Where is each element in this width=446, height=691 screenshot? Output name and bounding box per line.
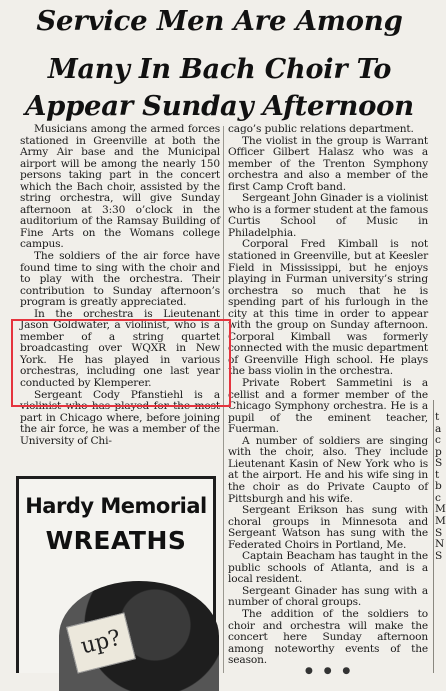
- column-fragment: a: [435, 422, 442, 435]
- article-paragraph: A number of soldiers are singing with the choir, also. They include Lieutenant Kasin of New York who is at the airport. He and his wife sing in the choir as do Private Caupto of Pittsburgh and his wife.: [228, 434, 428, 505]
- ad-subtitle: WREATHS: [45, 526, 187, 555]
- column-fragment: M: [435, 503, 446, 516]
- article-paragraph: Captain Beacham has taught in the public schools of Atlanta, and is a local resident.: [228, 550, 428, 586]
- column-fragment: t: [435, 468, 440, 481]
- hardy-memorial-ad: [16, 476, 216, 673]
- ad-sign: up?: [66, 612, 136, 673]
- article-paragraph: Musicians among the armed forces stationed in Greenville at both the Army Air base and the Municipal airport will be among the nearly 150 persons taking part in the concert which the Bach choir, assisted by the string orchestra, will give Sunday afternoon at 3:30 o’clock in the auditorium of the Ramsay Building of Fine Arts on the Womans college campus.: [20, 123, 220, 251]
- column-fragment: c: [435, 434, 441, 447]
- article-paragraph: Sergeant John Ginader is a violinist who is a former student at the famous Curtis School of Music in Philadelphia.: [228, 192, 428, 239]
- headline-line-3: Appear Sunday Afternoon: [25, 90, 414, 122]
- end-mark: ● ● ●: [305, 666, 355, 676]
- article-paragraph: Corporal Fred Kimball is not stationed in Greenville, but at Keesler Field in Mississippi, but he enjoys playing in Furman university’s string orchestra so much that he is spending part of his furlough in the city at this time in order to appear with the group on Sunday afternoon. Corporal Kimball was formerly connected with the music department of Greenville High school. He plays the bass violin in the orchestra.: [228, 238, 428, 378]
- article-paragraph: In the orchestra is Lieutenant Jason Goldwater, a violinist, who is a member of a string quartet broadcasting over WQXR in New York. He has played in various orchestras, including one last year conducted by Klemperer.: [20, 307, 220, 390]
- article-paragraph: The violist in the group is Warrant Officer Gilbert Halasz who was a member of the Trenton Symphony orchestra and also a member of the first Camp Croft band.: [228, 134, 428, 193]
- headline-line-1: Service Men Are Among: [36, 5, 403, 37]
- article-column-2: [228, 124, 428, 667]
- column-fragment: S: [435, 549, 443, 562]
- column-fragment: b: [435, 480, 442, 493]
- article-paragraph: cago’s public relations department.: [228, 123, 414, 135]
- article-paragraph: Private Robert Sammetini is a cellist and a former member of the Chicago Symphony orchestra. He is a pupil of the eminent teacher, Fuerman.: [228, 377, 428, 436]
- column-fragment: p: [435, 445, 442, 458]
- highlight-box: [11, 319, 231, 407]
- article-paragraph: Sergeant Cody Pfanstiehl is a violinist who has played for the most part in Chicago where, before joining the air force, he was a member of the University of Chi-: [20, 388, 220, 447]
- right-column-divider: [433, 400, 434, 673]
- article-paragraph: The addition of the soldiers to choir and orchestra will make the concert here Sunday afternoon among noteworthy events of the season.: [228, 607, 428, 667]
- column-fragment: S: [435, 526, 443, 539]
- article-paragraph: Sergeant Erikson has sung with choral groups in Minnesota and Sergeant Watson has sung with the Federated Choirs in Portland, Me.: [228, 504, 428, 551]
- headline-line-2: Many In Bach Choir To: [47, 54, 392, 85]
- article-paragraph: Sergeant Ginader has sung with a number of choral groups.: [228, 584, 428, 609]
- column-fragment: M: [435, 514, 446, 527]
- column-fragment: N: [435, 538, 445, 551]
- article-paragraph: The soldiers of the air force have found time to sing with the choir and to play with the orchestra. Their contribution to Sunday afternoon’s program is greatly appreciated.: [20, 250, 220, 309]
- ad-title: Hardy Memorial: [25, 494, 207, 518]
- column-fragment: c: [435, 491, 441, 504]
- column-fragment: S: [435, 457, 443, 470]
- column-fragment: t: [435, 411, 440, 423]
